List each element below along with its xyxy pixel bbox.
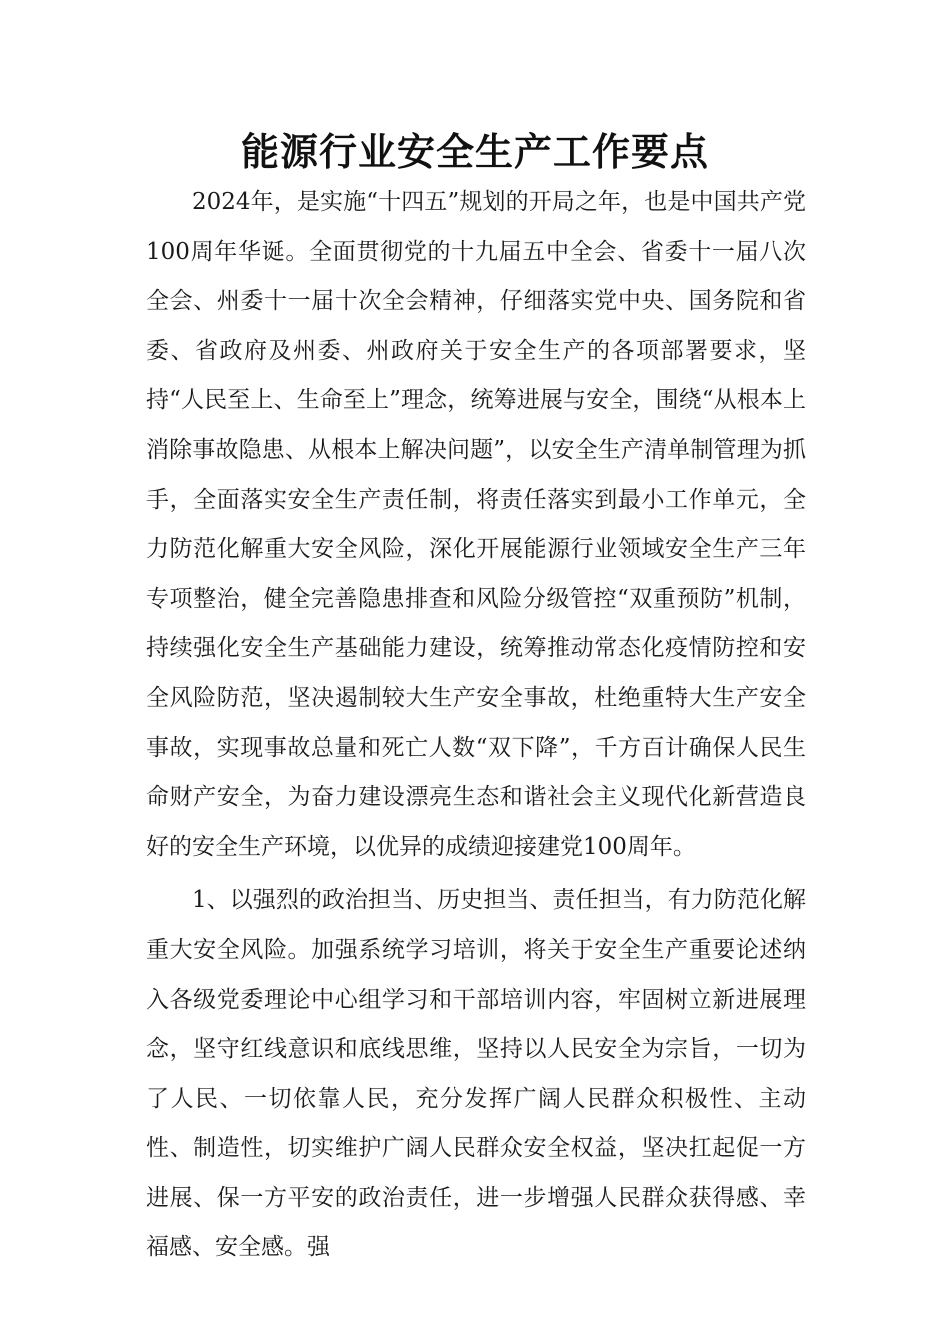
body-paragraph-item-1: 1、以强烈的政治担当、历史担当、责任担当，有力防范化解重大安全风险。加强系统学习培训，将关于安全生产重要论述纳入各级党委理论中心组学习和干部培训内容，牢固树立新进展理念，坚守红线意识和底线思维，坚持以人民安全为宗旨，一切为了人民、一切依靠人民，充分发挥广阔人民群众积极性、主动性、制造性，切实维护广阔人民群众安全权益，坚决扛起促一方进展、保一方平安的政治责任，进一步增强人民群众获得感、幸福感、安全感。强 [146, 887, 806, 1261]
document-body [146, 178, 806, 1273]
document-title: 能源行业安全生产工作要点 [240, 130, 709, 174]
body-paragraph-intro: 2024年，是实施“十四五”规划的开局之年，也是中国共产党100周年华诞。全面贯彻党的十九届五中全会、省委十一届八次全会、州委十一届十次全会精神，仔细落实党中央、国务院和省委、省政府及州委、州政府关于安全生产的各项部署要求，坚持“人民至上、生命至上”理念，统筹进展与安全，围绕“从根本上消除事故隐患、从根本上解决问题”，以安全生产清单制管理为抓手，全面落实安全生产责任制，将责任落实到最小工作单元，全力防范化解重大安全风险，深化开展能源行业领域安全生产三年专项整治，健全完善隐患排查和风险分级管控“双重预防”机制，持续强化安全生产基础能力建设，统筹推动常态化疫情防控和安全风险防范，坚决遏制较大生产安全事故，杜绝重特大生产安全事故，实现事故总量和死亡人数“双下降”，千方百计确保人民生命财产安全，为奋力建设漂亮生态和谐社会主义现代化新营造良好的安全生产环境，以优异的成绩迎接建党100周年。 [146, 189, 806, 860]
